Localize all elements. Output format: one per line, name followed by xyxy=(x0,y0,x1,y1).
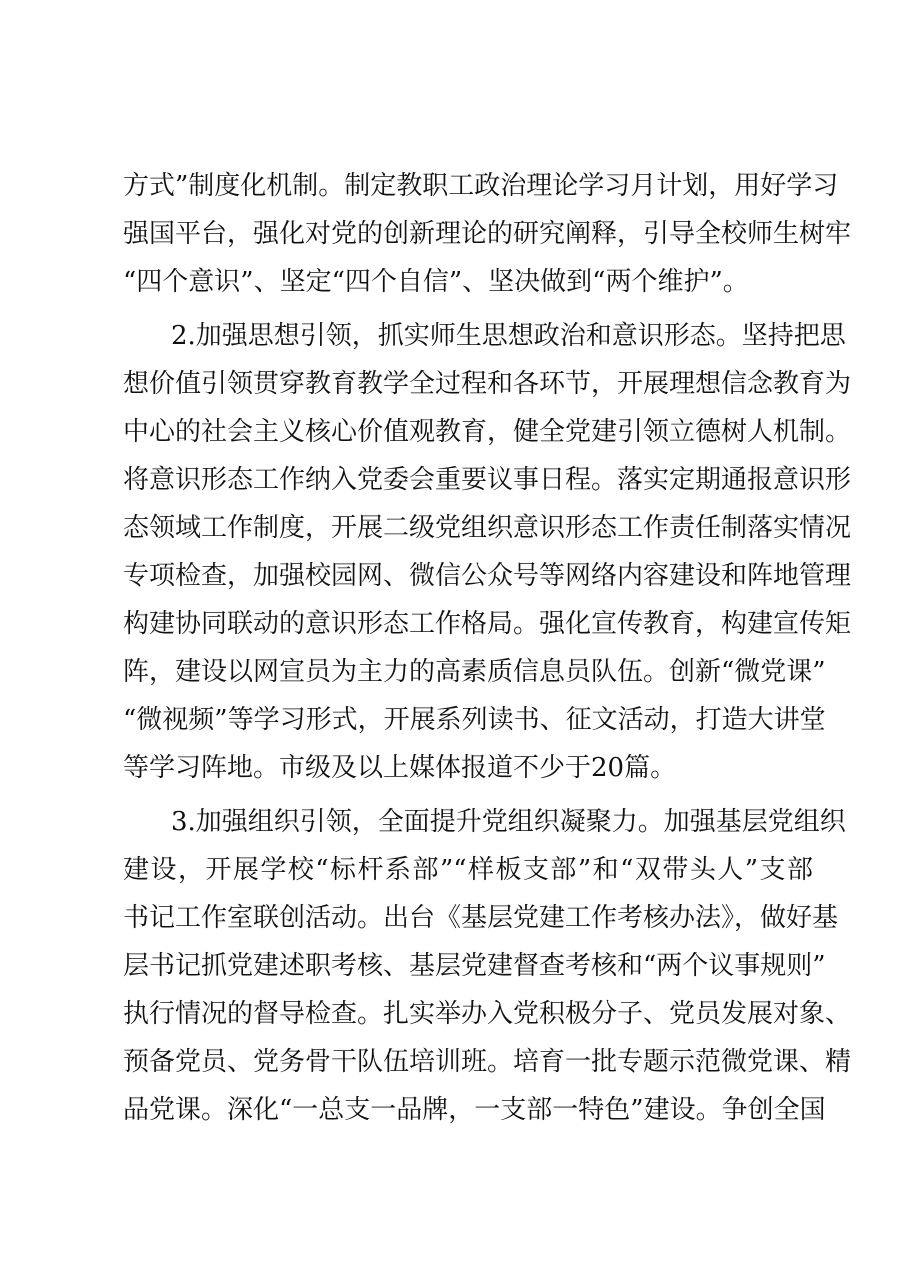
paragraph-line: 预备党员、党务骨干队伍培训班。培育一批专题示范微党课、精 xyxy=(123,1047,852,1077)
paragraph-line: 中心的社会主义核心价值观教育，健全党建引领立德树人机制。 xyxy=(123,417,852,447)
paragraph-line: 2.加强思想引领，抓实师生思想政治和意识形态。坚持把思 xyxy=(171,321,846,351)
paragraph-line: 执行情况的督导检查。扎实举办入党积极分子、党员发展对象、 xyxy=(123,999,852,1029)
paragraph-line: 阵，建设以网宣员为主力的高素质信息员队伍。创新“微党课” xyxy=(123,657,826,687)
paragraph-line: 专项检查，加强校园网、微信公众号等网络内容建设和阵地管理 xyxy=(123,561,852,591)
paragraph-line: 品党课。深化“一总支一品牌，一支部一特色”建设。争创全国 xyxy=(123,1095,826,1125)
paragraph-line: 3.加强组织引领，全面提升党组织凝聚力。加强基层党组织 xyxy=(171,807,846,837)
paragraph-line: 将意识形态工作纳入党委会重要议事日程。落实定期通报意识形 xyxy=(123,465,852,495)
paragraph-line: 态领域工作制度，开展二级党组织意识形态工作责任制落实情况 xyxy=(123,513,852,543)
paragraph-line: 建设，开展学校“标杆系部”“样板支部”和“双带头人”支部 xyxy=(123,855,813,885)
paragraph-line: 方式”制度化机制。制定教职工政治理论学习月计划，用好学习 xyxy=(123,171,839,201)
paragraph-line: 书记工作室联创活动。出台《基层党建工作考核办法》，做好基 xyxy=(123,903,839,933)
paragraph-line: 构建协同联动的意识形态工作格局。强化宣传教育，构建宣传矩 xyxy=(123,609,852,639)
paragraph-line: “四个意识”、坚定“四个自信”、坚决做到“两个维护”。 xyxy=(123,267,749,297)
paragraph-line: 层书记抓党建述职考核、基层党建督查考核和“两个议事规则” xyxy=(123,951,826,981)
paragraph-line: 等学习阵地。市级及以上媒体报道不少于20篇。 xyxy=(123,753,677,783)
paragraph-line: 强国平台，强化对党的创新理论的研究阐释，引导全校师生树牢 xyxy=(123,219,852,249)
paragraph-line: 想价值引领贯穿教育教学全过程和各环节，开展理想信念教育为 xyxy=(123,369,852,399)
paragraph-line: “微视频”等学习形式，开展系列读书、征文活动，打造大讲堂 xyxy=(123,705,826,735)
